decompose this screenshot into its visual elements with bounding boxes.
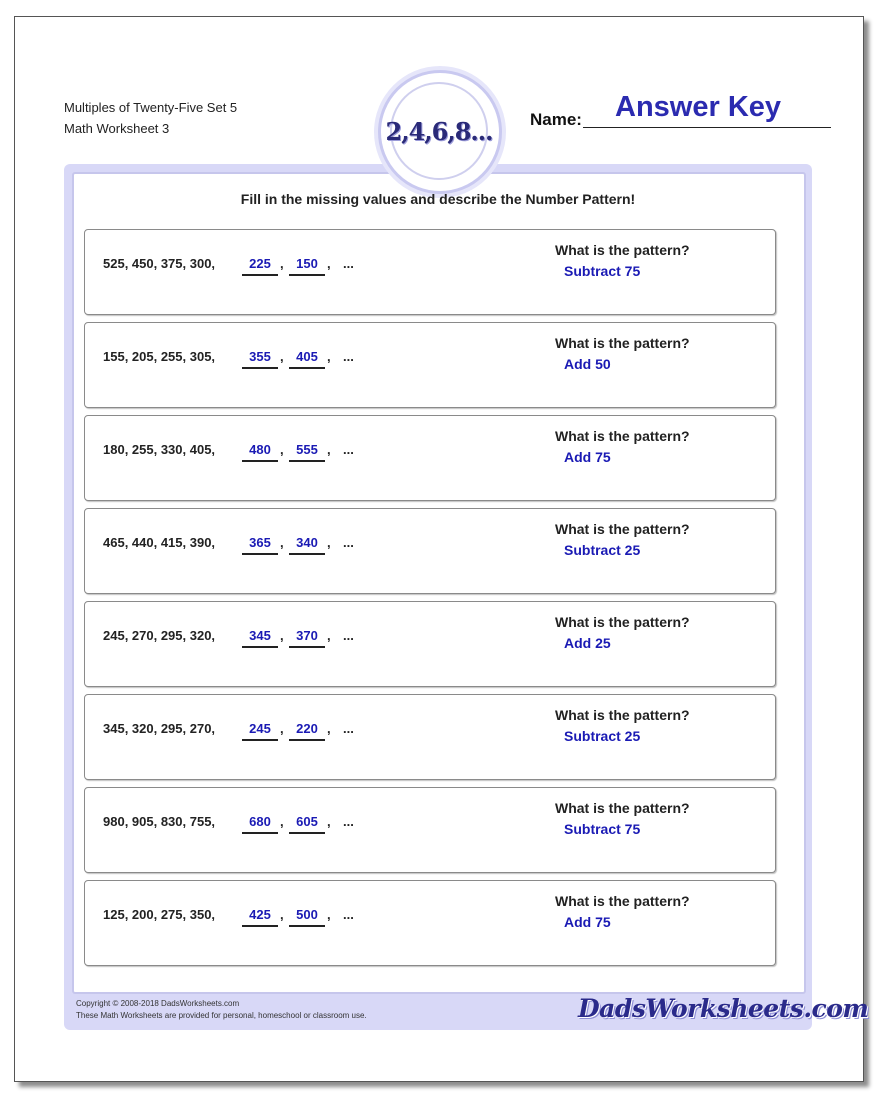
missing-value-2: 340: [289, 535, 325, 555]
pattern-question: What is the pattern?: [555, 707, 690, 723]
title-line-2: Math Worksheet 3: [64, 121, 170, 136]
sequence-text: 980, 905, 830, 755,: [103, 814, 216, 829]
sequence-text: 345, 320, 295, 270,: [103, 721, 216, 736]
pattern-question: What is the pattern?: [555, 614, 690, 630]
ellipsis: ...: [343, 349, 354, 364]
ellipsis: ...: [343, 256, 354, 271]
missing-value-2: 220: [289, 721, 325, 741]
separator-comma: ,: [280, 535, 284, 550]
separator-comma: ,: [280, 907, 284, 922]
pattern-question: What is the pattern?: [555, 335, 690, 351]
pattern-answer: Subtract 75: [564, 821, 641, 837]
pattern-question: What is the pattern?: [555, 428, 690, 444]
ellipsis: ...: [343, 442, 354, 457]
separator-comma: ,: [327, 535, 331, 550]
copyright-text: Copyright © 2008-2018 DadsWorksheets.com: [76, 999, 240, 1008]
sequence-text: 155, 205, 255, 305,: [103, 349, 216, 364]
missing-value-1: 425: [242, 907, 278, 927]
pattern-answer: Add 75: [564, 449, 611, 465]
pattern-answer: Add 25: [564, 635, 611, 651]
ellipsis: ...: [343, 721, 354, 736]
dadsworksheets-logo: DadsWorksheets.com: [578, 994, 869, 1023]
sequence-text: 245, 270, 295, 320,: [103, 628, 216, 643]
problem-box: [84, 601, 776, 687]
missing-value-1: 245: [242, 721, 278, 741]
number-pattern-logo: [378, 70, 502, 194]
ellipsis: ...: [343, 535, 354, 550]
problem-box: [84, 787, 776, 873]
separator-comma: ,: [280, 721, 284, 736]
pattern-answer: Add 50: [564, 356, 611, 372]
pattern-question: What is the pattern?: [555, 521, 690, 537]
ellipsis: ...: [343, 814, 354, 829]
problem-box: [84, 694, 776, 780]
usage-text: These Math Worksheets are provided for personal, homeschool or classroom use.: [76, 1011, 367, 1020]
footer-text: [76, 998, 367, 1022]
missing-value-2: 605: [289, 814, 325, 834]
name-label: Name:: [530, 110, 582, 129]
missing-value-2: 500: [289, 907, 325, 927]
problem-box: [84, 880, 776, 966]
logo-text: 2,4,6,8...: [385, 116, 493, 146]
instructions: Fill in the missing values and describe the Number Pattern!: [240, 191, 636, 207]
missing-value-1: 345: [242, 628, 278, 648]
missing-value-1: 680: [242, 814, 278, 834]
missing-value-1: 480: [242, 442, 278, 462]
separator-comma: ,: [327, 814, 331, 829]
sequence-text: 125, 200, 275, 350,: [103, 907, 216, 922]
separator-comma: ,: [280, 628, 284, 643]
separator-comma: ,: [327, 721, 331, 736]
missing-value-2: 405: [289, 349, 325, 369]
pattern-question: What is the pattern?: [555, 800, 690, 816]
problem-box: [84, 322, 776, 408]
separator-comma: ,: [280, 349, 284, 364]
separator-comma: ,: [327, 442, 331, 457]
title-line-1: Multiples of Twenty-Five Set 5: [64, 100, 238, 115]
sequence-text: 465, 440, 415, 390,: [103, 535, 216, 550]
worksheet-title: [64, 97, 237, 139]
pattern-question: What is the pattern?: [555, 893, 690, 909]
sequence-text: 525, 450, 375, 300,: [103, 256, 216, 271]
missing-value-1: 225: [242, 256, 278, 276]
missing-value-2: 555: [289, 442, 325, 462]
ellipsis: ...: [343, 628, 354, 643]
separator-comma: ,: [327, 628, 331, 643]
answer-key-title: Answer Key: [615, 91, 782, 123]
missing-value-1: 355: [242, 349, 278, 369]
name-line: [583, 127, 831, 128]
separator-comma: ,: [327, 256, 331, 271]
logo-inner-circle: [385, 82, 493, 180]
pattern-question: What is the pattern?: [555, 242, 690, 258]
separator-comma: ,: [280, 442, 284, 457]
separator-comma: ,: [327, 349, 331, 364]
pattern-answer: Subtract 25: [564, 728, 641, 744]
separator-comma: ,: [280, 814, 284, 829]
separator-comma: ,: [327, 907, 331, 922]
problem-box: [84, 508, 776, 594]
missing-value-1: 365: [242, 535, 278, 555]
missing-value-2: 150: [289, 256, 325, 276]
pattern-answer: Subtract 75: [564, 263, 641, 279]
missing-value-2: 370: [289, 628, 325, 648]
problem-box: [84, 415, 776, 501]
problem-box: [84, 229, 776, 315]
separator-comma: ,: [280, 256, 284, 271]
pattern-answer: Subtract 25: [564, 542, 641, 558]
pattern-answer: Add 75: [564, 914, 611, 930]
sequence-text: 180, 255, 330, 405,: [103, 442, 216, 457]
ellipsis: ...: [343, 907, 354, 922]
